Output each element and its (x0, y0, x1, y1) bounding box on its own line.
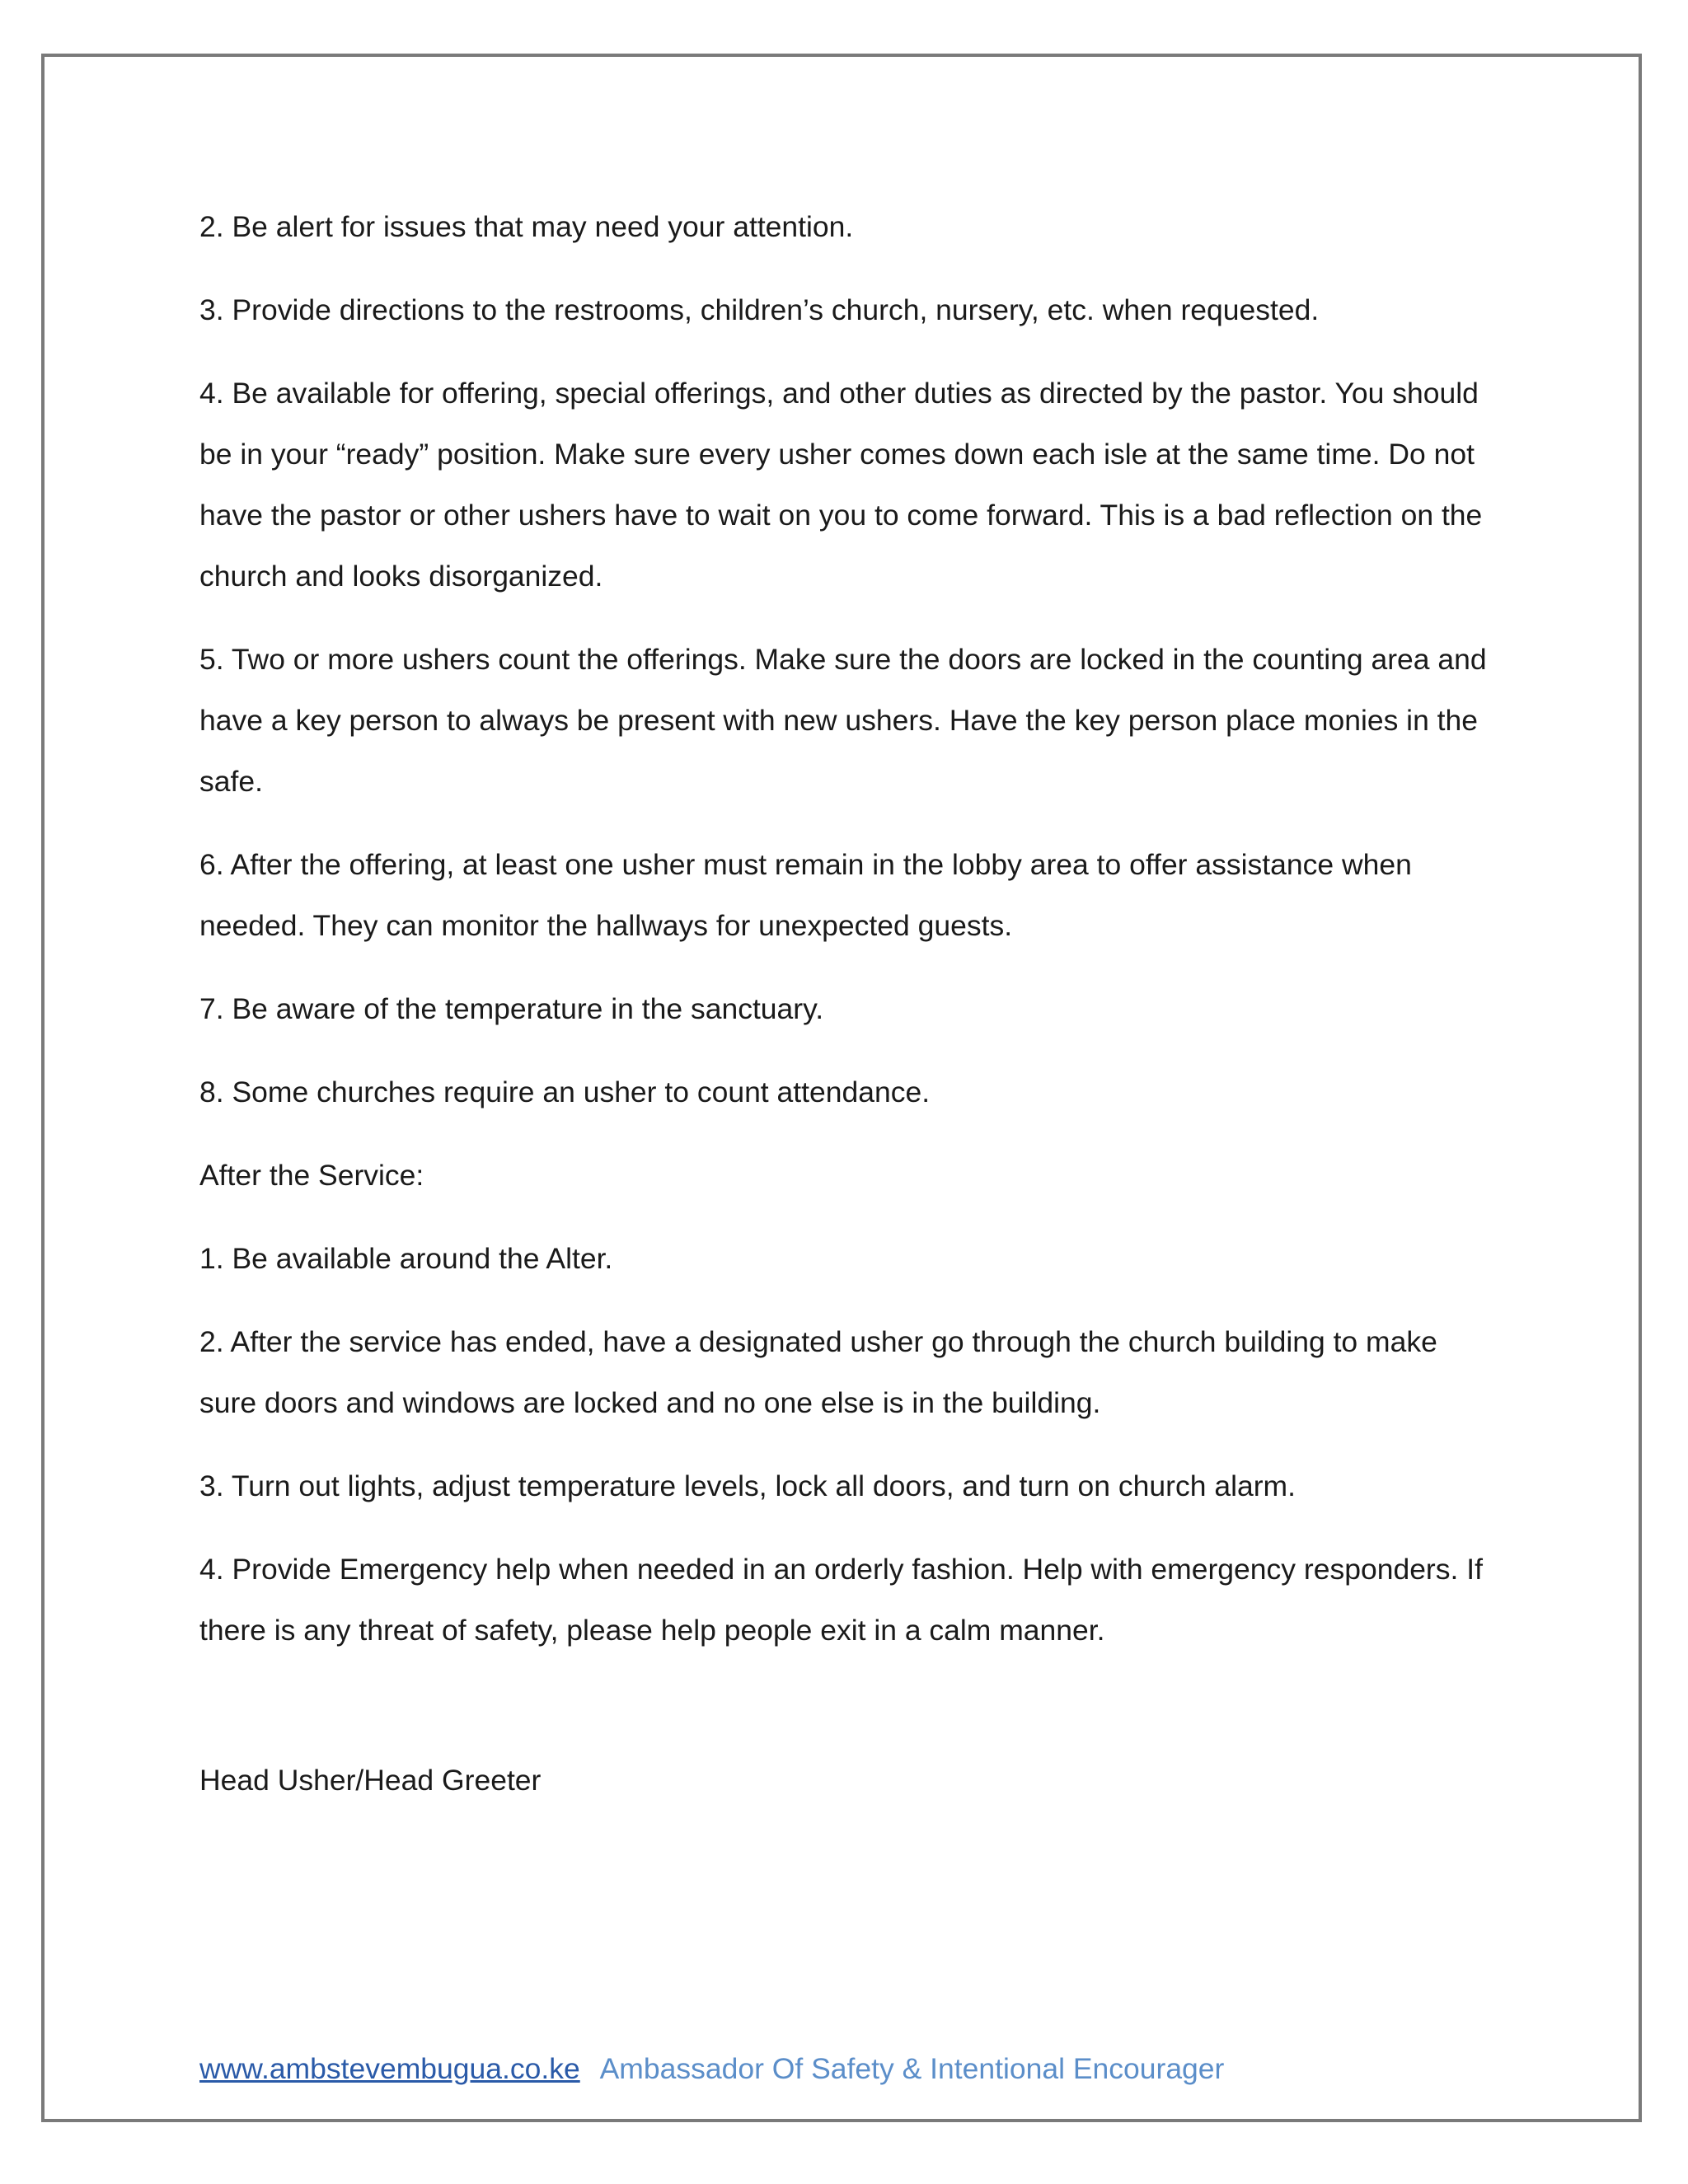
list-item: 4. Provide Emergency help when needed in an orderly fashion. Help with emergency responders. If there is any threat of safety, please help people exit in a calm manner. (199, 1553, 1483, 1647)
signature-line: Head Usher/Head Greeter (199, 1764, 542, 1797)
list-item: 5. Two or more ushers count the offerings. Make sure the doors are locked in the counting area and have a key person to always be present with new ushers. Have the key person place monies in the safe. (199, 643, 1487, 798)
list-item: 3. Turn out lights, adjust temperature levels, lock all doors, and turn on church alarm. (199, 1469, 1296, 1502)
document-body (199, 196, 1502, 1683)
page-footer (199, 2038, 1224, 2099)
list-item: 3. Provide directions to the restrooms, children’s church, nursery, etc. when requested. (199, 293, 1320, 326)
list-item: 7. Be aware of the temperature in the sanctuary. (199, 992, 824, 1025)
footer-tagline: Ambassador Of Safety & Intentional Encourager (599, 2052, 1225, 2085)
list-item: 8. Some churches require an usher to count attendance. (199, 1076, 931, 1108)
list-item: 4. Be available for offering, special offerings, and other duties as directed by the pastor. You should be in your “ready” position. Make sure every usher comes down each isle at the same time. Do not have the pastor or other ushers have to wait on you to come forward. This is a bad reflection on the church and looks disorganized. (199, 377, 1483, 593)
list-item: 2. Be alert for issues that may need your attention. (199, 210, 854, 243)
section-heading: After the Service: (199, 1159, 424, 1192)
list-item: 6. After the offering, at least one usher must remain in the lobby area to offer assistance when needed. They can monitor the hallways for unexpected guests. (199, 848, 1412, 942)
list-item: 2. After the service has ended, have a designated usher go through the church building to make sure doors and windows are locked and no one else is in the building. (199, 1325, 1437, 1419)
website-link[interactable]: www.ambstevembugua.co.ke (199, 2052, 580, 2085)
list-item: 1. Be available around the Alter. (199, 1242, 613, 1275)
